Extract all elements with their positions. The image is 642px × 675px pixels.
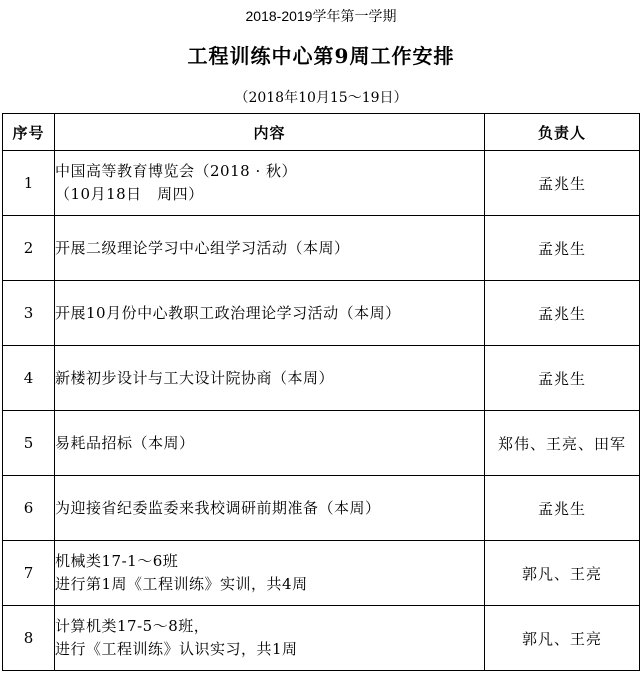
row-number: 5 [3, 411, 55, 476]
content-line: 进行第1周《工程训练》实训，共4周 [55, 575, 308, 593]
table-row [3, 606, 640, 671]
row-content [55, 151, 485, 216]
row-number: 3 [3, 281, 55, 346]
content-line: 开展10月份中心教职工政治理论学习活动（本周） [55, 303, 401, 322]
row-content [55, 411, 485, 476]
row-number: 7 [3, 541, 55, 606]
content-line: 为迎接省纪委监委来我校调研前期准备（本周） [55, 498, 381, 517]
content-line: 开展二级理论学习中心组学习活动（本周） [55, 238, 350, 257]
row-person: 孟兆生 [485, 281, 640, 346]
content-line: 计算机类17-5～8班， [55, 617, 210, 635]
term-label: 2018-2019学年第一学期 [245, 8, 397, 24]
date-range: （2018年10月15～19日） [234, 90, 408, 106]
table-row [3, 346, 640, 411]
table-row [3, 281, 640, 346]
content-line: （10月18日 周四） [55, 185, 204, 203]
table-row [3, 541, 640, 606]
row-person: 孟兆生 [485, 216, 640, 281]
content-line: 易耗品招标（本周） [55, 433, 195, 452]
column-header-person: 负责人 [485, 114, 640, 151]
row-person: 孟兆生 [485, 476, 640, 541]
page-title: 工程训练中心第9周工作安排 [187, 44, 455, 68]
row-number: 4 [3, 346, 55, 411]
content-line: 进行《工程训练》认识实习，共1周 [55, 640, 298, 658]
column-header-number: 序号 [3, 114, 55, 151]
row-number: 6 [3, 476, 55, 541]
column-header-content: 内容 [55, 114, 485, 151]
content-line: 新楼初步设计与工大设计院协商（本周） [55, 368, 335, 387]
row-person: 郭凡、王亮 [485, 606, 640, 671]
row-content [55, 281, 485, 346]
row-number: 2 [3, 216, 55, 281]
row-person: 孟兆生 [485, 151, 640, 216]
row-person: 郑伟、王亮、田军 [485, 411, 640, 476]
row-content [55, 346, 485, 411]
content-line: 中国高等教育博览会（2018 · 秋） [55, 162, 297, 180]
row-content [55, 216, 485, 281]
schedule-table [2, 113, 640, 671]
content-line: 机械类17-1～6班 [55, 552, 179, 570]
row-number: 8 [3, 606, 55, 671]
row-content [55, 541, 485, 606]
table-header-row [3, 114, 640, 151]
row-number: 1 [3, 151, 55, 216]
row-person: 郭凡、王亮 [485, 541, 640, 606]
row-content [55, 476, 485, 541]
table-row [3, 411, 640, 476]
row-content [55, 606, 485, 671]
table-row [3, 216, 640, 281]
table-row [3, 476, 640, 541]
table-row [3, 151, 640, 216]
row-person: 孟兆生 [485, 346, 640, 411]
